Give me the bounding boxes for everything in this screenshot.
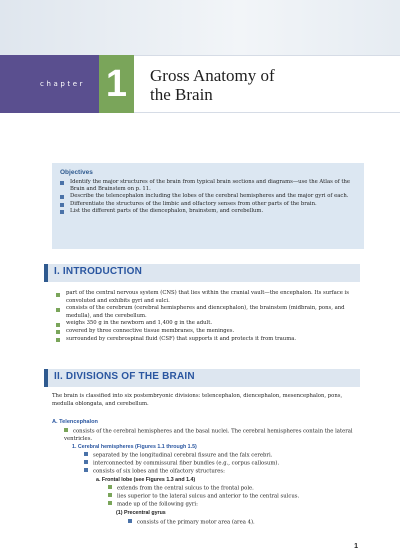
subsection-frontal-lobe: a. Frontal lobe (see Figures 1.3 and 1.4) — [96, 477, 196, 483]
list-item: consists of the cerebrum (cerebral hemispheres and diencephalon), the brainstem (midbrain, pons, and medulla), and the cerebellum. — [56, 305, 366, 320]
chapter-title-line1: Gross Anatomy of — [150, 66, 275, 85]
list-item: lies superior to the lateral sulcus and anterior to the central sulcus. — [108, 493, 299, 501]
list-item: consists of the primary motor area (area 4). — [128, 519, 255, 527]
bullet-square-icon — [60, 210, 64, 214]
bullet-square-icon — [56, 308, 60, 312]
bullet-square-icon — [84, 460, 88, 464]
bullet-square-icon — [56, 338, 60, 342]
subsection-precentral-gyrus: (1) Precentral gyrus — [116, 510, 166, 516]
list-item: separated by the longitudinal cerebral fissure and the falx cerebri. — [84, 452, 272, 460]
bullet-square-icon — [84, 468, 88, 472]
subsection-cerebral-hemispheres: 1. Cerebral hemispheres (Figures 1.1 through 1.5) — [72, 444, 197, 450]
list-item: consists of the cerebral hemispheres and the basal nuclei. The cerebral hemispheres contain the lateral ventricles. — [64, 428, 353, 443]
bullet-square-icon — [84, 452, 88, 456]
chapter-label: chapter — [40, 80, 86, 88]
list-item: consists of six lobes and the olfactory structures: — [84, 468, 225, 476]
objective-item: Differentiate the structures of the limbic and olfactory senses from other parts of the brain. — [60, 201, 356, 208]
bullet-square-icon — [56, 323, 60, 327]
bullet-square-icon — [108, 501, 112, 505]
bullet-square-icon — [108, 485, 112, 489]
objectives-title: Objectives — [60, 169, 93, 176]
objective-item: Identify the major structures of the brain from typical brain sections and diagrams—use the Atlas of the Brain and Brainstem on p. 11. — [60, 179, 356, 193]
list-item: extends from the central sulcus to the frontal pole. — [108, 485, 254, 493]
chapter-title-block — [134, 55, 400, 113]
section-heading-divisions: II. DIVISIONS OF THE BRAIN — [44, 369, 360, 387]
section-heading-introduction: I. INTRODUCTION — [44, 264, 360, 282]
list-item: part of the central nervous system (CNS) that lies within the cranial vault—the encephalon. Its surface is convoluted and exhibits gyri and sulci. — [56, 290, 366, 305]
list-item: interconnected by commissural fiber bundles (e.g., corpus callosum). — [84, 460, 279, 468]
objective-item: List the different parts of the diencephalon, brainstem, and cerebellum. — [60, 208, 356, 215]
list-item: weighs 350 g in the newborn and 1,400 g in the adult. — [56, 320, 366, 328]
objective-item: Describe the telencephalon including the lobes of the cerebral hemispheres and the major gyri of each. — [60, 193, 356, 200]
chapter-title-line2: the Brain — [150, 85, 213, 104]
divisions-intro: The brain is classified into six postembryonic divisions: telencephalon, diencephalon, mesencephalon, pons, medulla oblongata, and cerebellum. — [52, 393, 343, 407]
bullet-square-icon — [108, 493, 112, 497]
introduction-list — [56, 290, 366, 343]
list-item: surrounded by cerebrospinal fluid (CSF) that supports it and protects it from trauma. — [56, 336, 366, 344]
list-item: covered by three connective tissue membranes, the meninges. — [56, 328, 366, 336]
bullet-square-icon — [60, 195, 64, 199]
list-item: made up of the following gyri: — [108, 501, 198, 509]
chapter-number: 1 — [99, 55, 134, 113]
bullet-square-icon — [64, 428, 68, 432]
bullet-square-icon — [56, 330, 60, 334]
page-number: 1 — [354, 543, 358, 550]
subsection-telencephalon: A. Telencephalon — [52, 419, 98, 425]
bullet-square-icon — [60, 181, 64, 185]
bullet-square-icon — [60, 203, 64, 207]
objectives-box — [52, 163, 364, 249]
bullet-square-icon — [56, 293, 60, 297]
bullet-square-icon — [128, 519, 132, 523]
chapter-label-block — [0, 55, 99, 113]
header-band — [0, 0, 400, 55]
